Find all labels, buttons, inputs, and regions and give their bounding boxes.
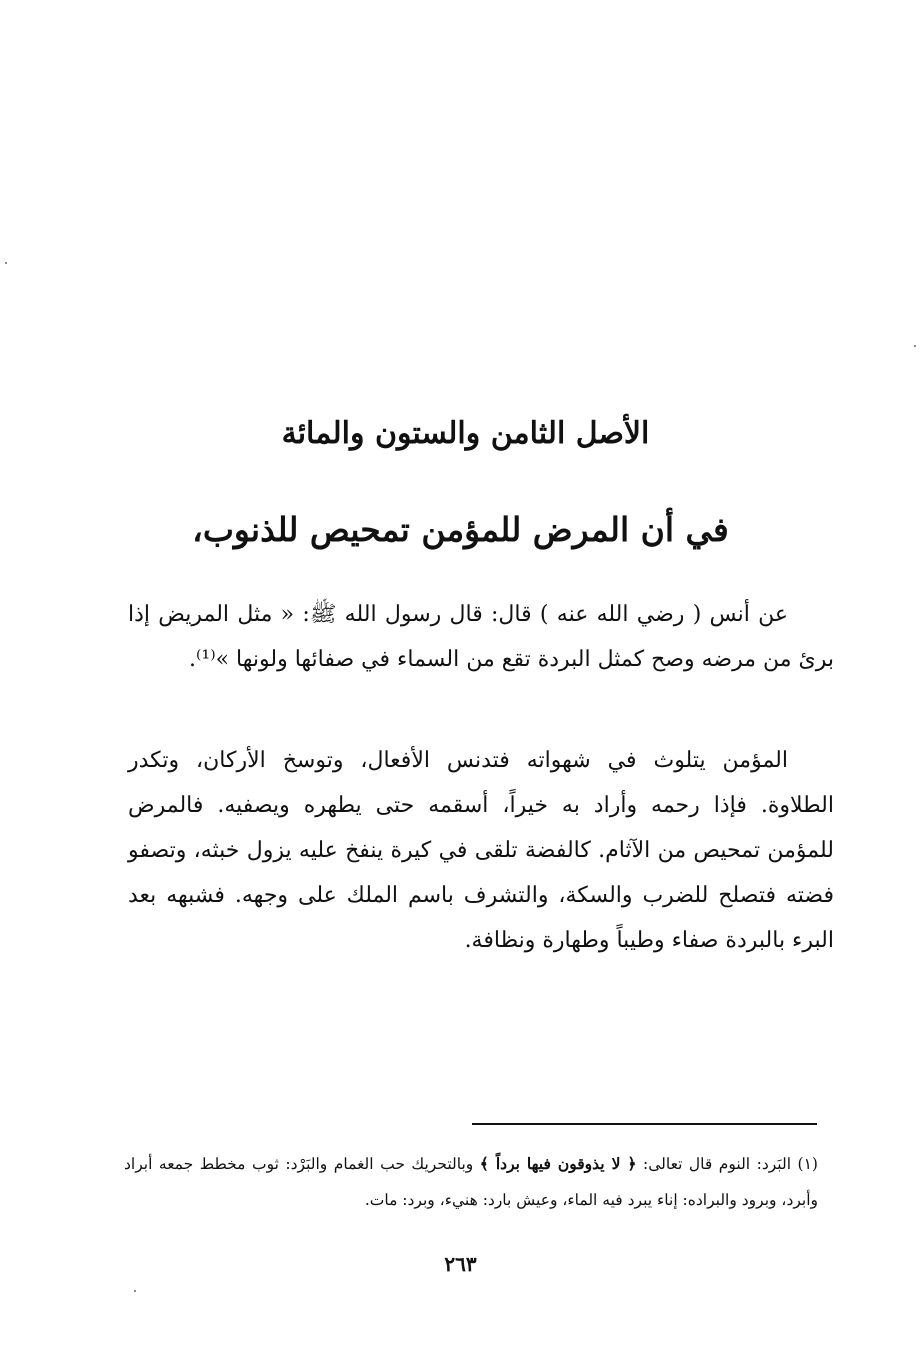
commentary-paragraph — [128, 738, 834, 963]
chapter-title: الأصل الثامن والستون والمائة — [281, 416, 650, 452]
footnote-marker: (١) — [797, 1154, 818, 1173]
footnote-lead: البَرد: النوم قال تعالى: — [643, 1154, 792, 1173]
footnote-quran-quote: ﴿ لا يذوقون فيها برداً ﴾ — [479, 1153, 637, 1173]
commentary-text: المؤمن يتلوث في شهواته فتدنس الأفعال، وتوسخ الأركان، وتكدر الطلاوة. فإذا رحمه وأراد به خيراً، أسقمه حتى يطهره ويصفيه. فالمرض للمؤمن تمحيص من الآثام. كالفضة تلقى في كيرة ينفخ عليه يزول خبثه، وتصفو فضته فتصلح للضرب والسكة، والتشرف باسم الملك على وجهه. فشبهه بعد البرء بالبردة صفاء وطيباً وطهارة ونظافة. — [128, 748, 834, 953]
scan-speck — [134, 1290, 136, 1292]
page-number: ٢٦٣ — [444, 1252, 477, 1276]
footnote — [124, 1146, 818, 1218]
footnote-text: وبالتحريك حب الغمام والبَرْد: ثوب مخطط جمعه أبراد وأبرد، وبرود والبراده: إناء يبرد فيه الماء، وعيش بارد: هنيء، وبرد: مات. — [124, 1154, 818, 1209]
hadith-paragraph — [128, 592, 834, 682]
scan-speck — [914, 345, 916, 347]
chapter-subtitle: في أن المرض للمؤمن تمحيص للذنوب، — [192, 510, 729, 550]
footnote-divider — [472, 1123, 817, 1125]
scan-speck — [5, 262, 7, 264]
hadith-text: عن أنس ( رضي الله عنه ) قال: قال رسول الله ﷺ: « مثل المريض إذا برئ من مرضه وصح كمثل البردة تقع من السماء في صفائها ولونها »⁽¹⁾. — [128, 602, 834, 672]
